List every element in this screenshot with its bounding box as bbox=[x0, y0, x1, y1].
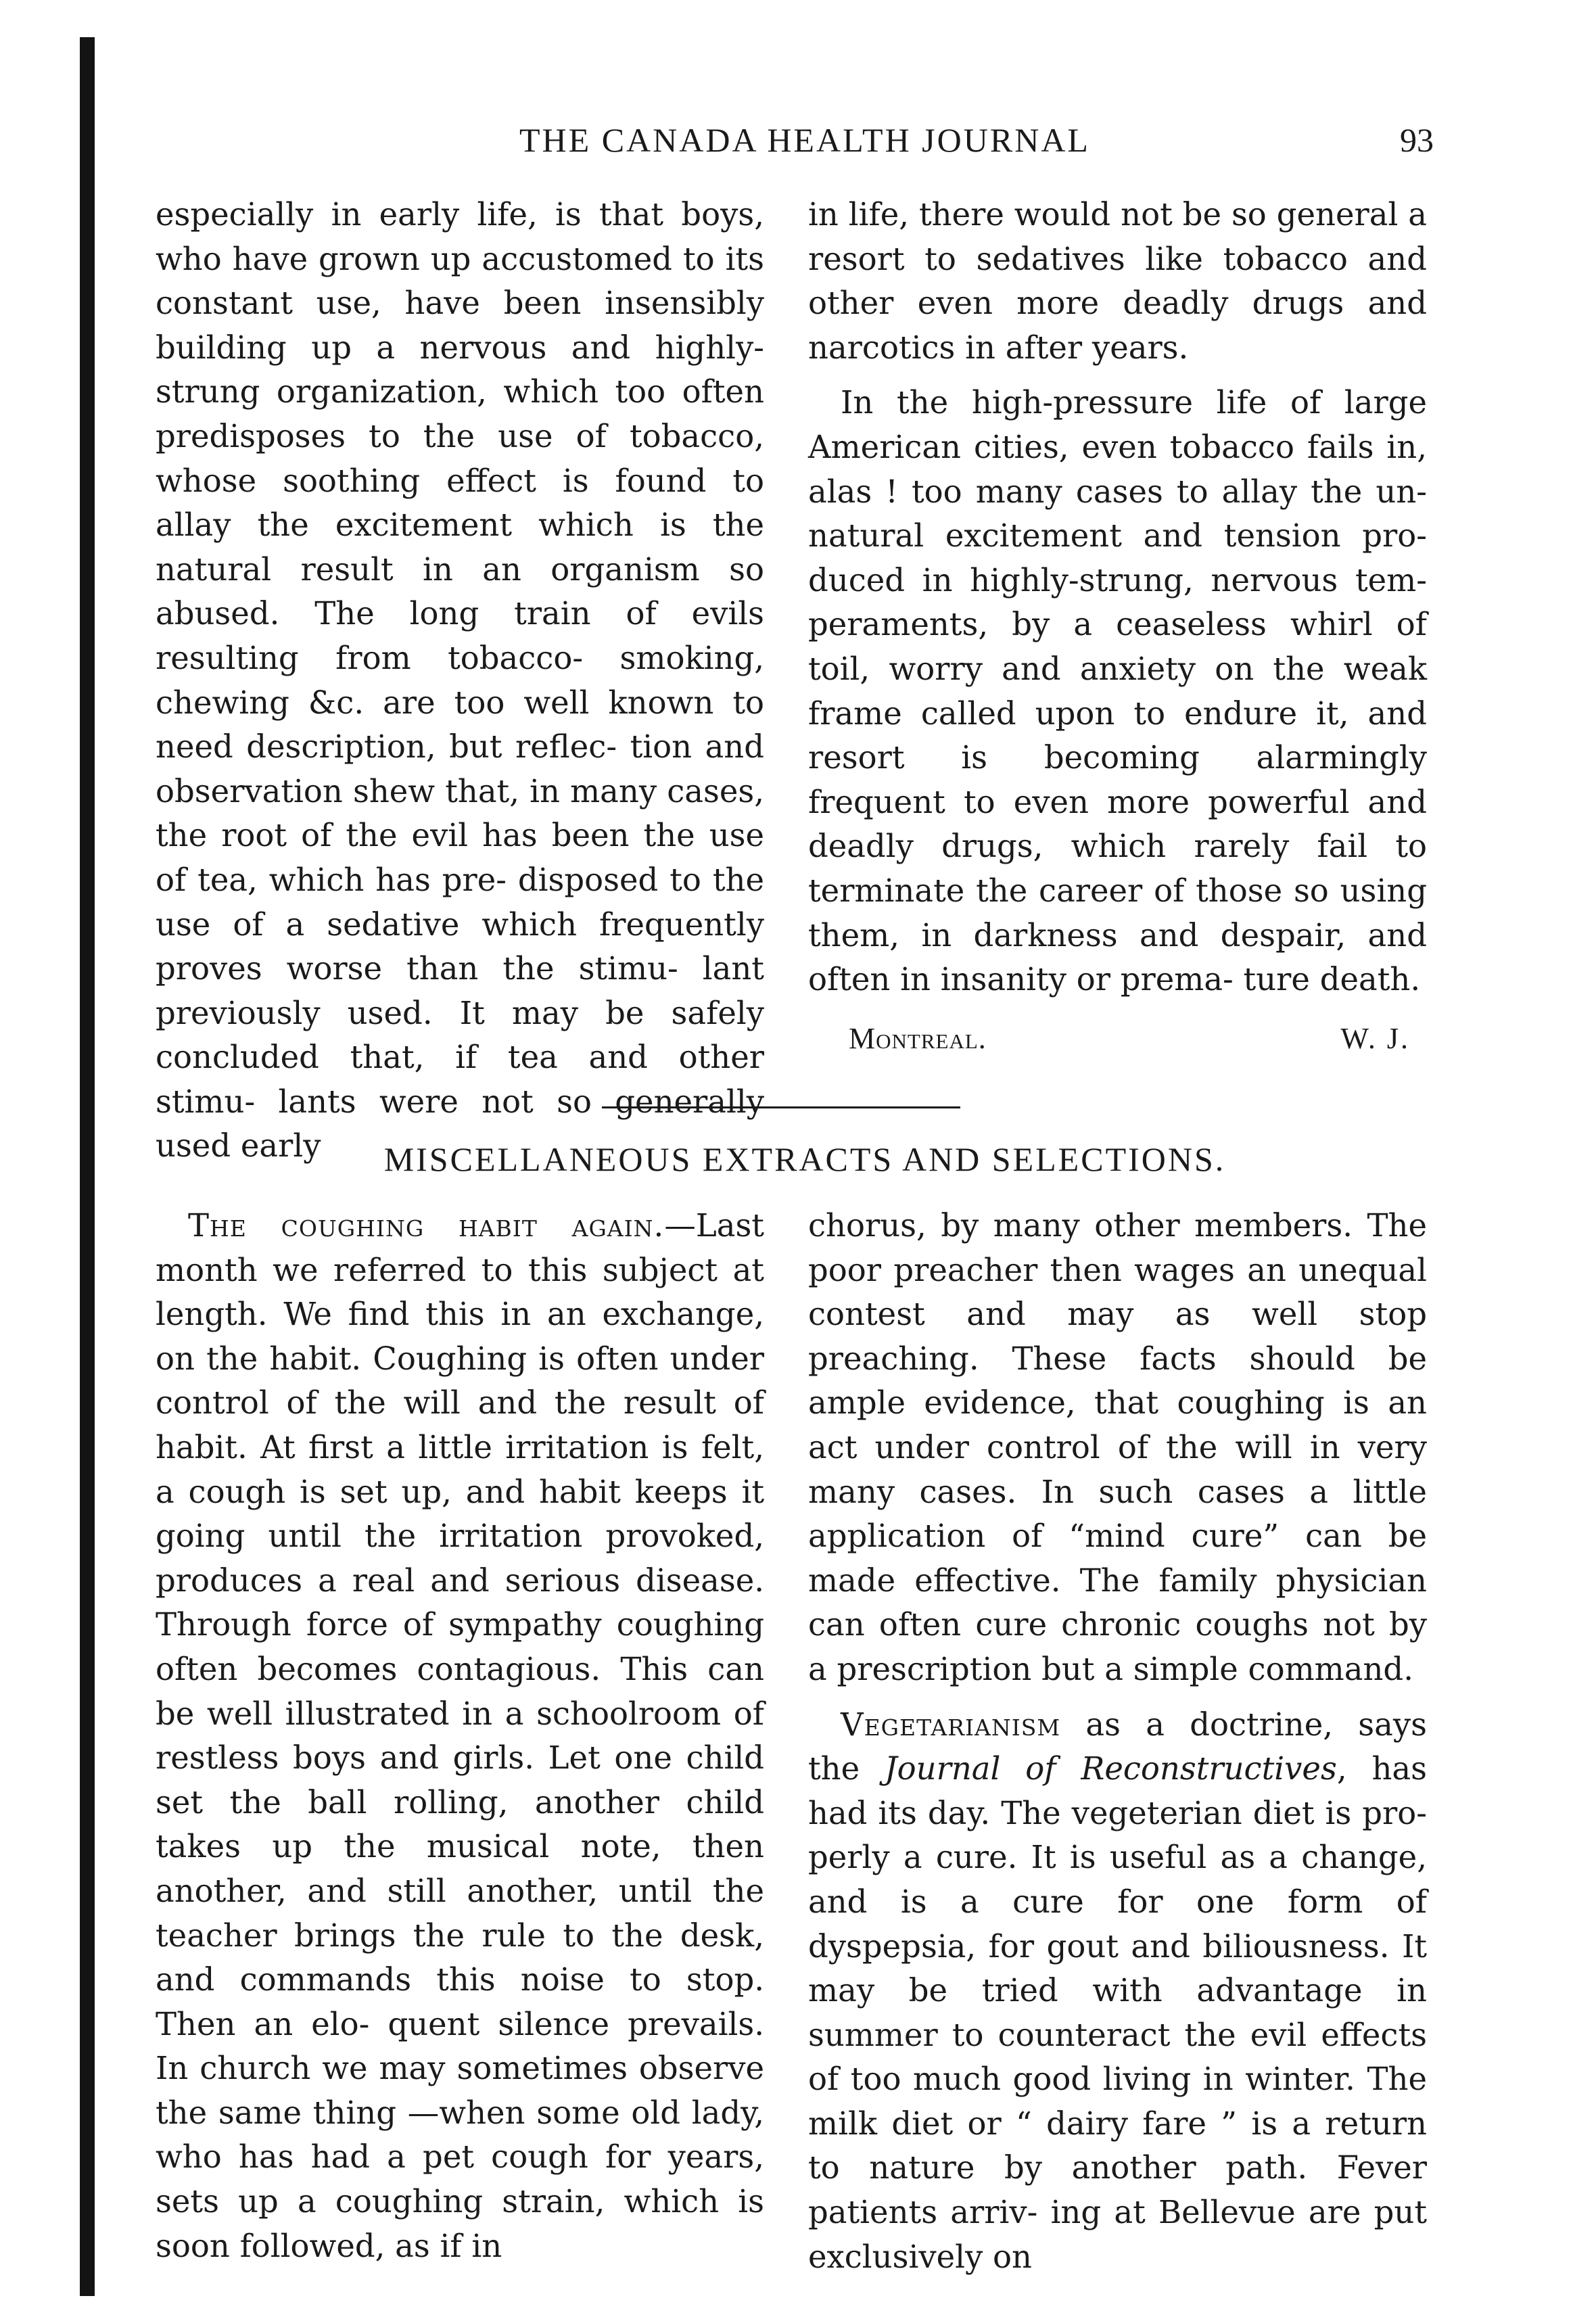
text-line: especially in early life, is that boys, bbox=[156, 196, 764, 233]
text-line: peraments, by a ceaseless whirl of toil, bbox=[808, 606, 1427, 687]
text-line: constant use, have been insensibly bbox=[156, 285, 764, 322]
text-line: resort to sedatives like tobacco and bbox=[808, 240, 1427, 277]
text-line: counteract the evil effects of too much bbox=[808, 2016, 1427, 2098]
text-line: in life, there would not be so general a bbox=[808, 196, 1427, 233]
article1-column-right bbox=[808, 193, 1427, 1002]
text-line: These facts should be ample evidence, bbox=[808, 1340, 1427, 1422]
text-line: American cities, even tobacco fails in, bbox=[808, 428, 1427, 465]
text-line: more powerful and deadly drugs, which bbox=[808, 783, 1427, 865]
text-line: it going until the irritation provoked, bbox=[156, 1473, 765, 1555]
text-line: month we referred to this subject at bbox=[156, 1251, 764, 1288]
text-line: ing at Bellevue are put exclusively on bbox=[808, 2194, 1428, 2275]
text-line: lants were not so generally used early bbox=[156, 1083, 764, 1165]
text-line: strain, which is soon followed, as if in bbox=[156, 2183, 765, 2264]
signoff-initials: W. J. bbox=[1340, 1022, 1410, 1055]
article2-paragraph-end bbox=[808, 1204, 1427, 1692]
text-line: soothing effect is found to allay the bbox=[156, 462, 764, 544]
text-line: habit. At first a little irritation is bbox=[156, 1428, 688, 1466]
text-line: of the will in very many cases. In bbox=[808, 1428, 1427, 1510]
text-line: length. We find this in an exchange, bbox=[156, 1296, 764, 1333]
text-line: lant previously used. It may be safely bbox=[156, 950, 764, 1031]
text-line: restless boys and girls. Let one child bbox=[156, 1739, 764, 1777]
text-line: chorus, by many other members. The bbox=[808, 1207, 1427, 1244]
section-title: MISCELLANEOUS EXTRACTS AND SELECTIONS. bbox=[383, 1140, 1226, 1178]
text-line: often becomes contagious. This can bbox=[156, 1650, 764, 1687]
text-line: tion and observation shew that, in bbox=[156, 728, 765, 810]
text-line: those so using them, in darkness and bbox=[808, 872, 1427, 954]
text-line: be well illustrated in a schoolroom of bbox=[156, 1695, 764, 1732]
section-divider-rule bbox=[602, 1106, 960, 1108]
text-line: on the habit. Coughing is often under bbox=[156, 1340, 764, 1377]
running-title: THE CANADA HEALTH JOURNAL bbox=[519, 121, 1090, 159]
article1-paragraph-end bbox=[808, 193, 1427, 370]
text-line: called upon to endure it, and resort is bbox=[808, 695, 1427, 776]
text-line: coughs not by a prescription but a bbox=[808, 1606, 1428, 1687]
text-line: in an organism so abused. The long bbox=[156, 551, 765, 632]
page-binding-edge bbox=[80, 37, 95, 2296]
text-line: alas ! too many cases to allay the un- bbox=[808, 473, 1427, 510]
text-line: produces a real and serious disease. bbox=[156, 1562, 764, 1599]
text-line: known to need description, but reflec- bbox=[156, 684, 765, 766]
text-fragment: , has had bbox=[808, 1750, 1427, 1831]
text-line: worry and anxiety on the weak frame bbox=[808, 650, 1427, 732]
text-line: tried with advantage in summer to bbox=[808, 1972, 1428, 2053]
text-line: In the high-pressure life of large bbox=[841, 384, 1427, 421]
article2-paragraph bbox=[156, 1204, 764, 2268]
article3-lead: Vegetarianism bbox=[841, 1706, 1061, 1743]
text-line: ture death. bbox=[1243, 961, 1421, 998]
text-line: or “ dairy fare ” is a return to nature bbox=[808, 2105, 1427, 2186]
text-line: natural excitement and tension pro- bbox=[808, 517, 1427, 555]
article1-column-left bbox=[156, 193, 764, 1169]
text-line: may sometimes observe the same thing bbox=[156, 2050, 764, 2131]
text-line: who have grown up accustomed to its bbox=[156, 240, 764, 277]
article1-paragraph-continued bbox=[156, 193, 764, 1169]
text-fragment: the bbox=[808, 1750, 885, 1787]
text-line: and is a cure for one form of dyspepsia, bbox=[808, 1883, 1427, 1965]
text-line: quent silence prevails. In church we bbox=[156, 2005, 764, 2087]
text-line: concluded that, if tea and other stimu- bbox=[156, 1039, 764, 1120]
text-line: smoking, chewing &c. are too well bbox=[156, 639, 764, 721]
article2-column-right bbox=[808, 1204, 1427, 2279]
text-line: frequently proves worse than the stimu- bbox=[156, 906, 765, 987]
text-line: becoming alarmingly frequent to even bbox=[808, 739, 1427, 820]
text-line: family physician can often cure chronic bbox=[808, 1562, 1427, 1643]
text-line: narcotics in after years. bbox=[808, 329, 1189, 366]
text-line: cure” can be made effective. The bbox=[808, 1518, 1427, 1599]
text-line: good living in winter. The milk diet bbox=[808, 2061, 1428, 2142]
text-line: train of evils resulting from tobacco- bbox=[156, 595, 764, 676]
text-line: as a doctrine, says bbox=[1060, 1706, 1427, 1743]
text-line: predisposes to the use of tobacco, whose bbox=[156, 417, 764, 499]
text-line: poor preacher then wages an unequal bbox=[808, 1251, 1427, 1288]
text-line: contest and may as well stop preaching. bbox=[808, 1296, 1427, 1377]
text-line: disposed to the use of a sedative which bbox=[156, 861, 764, 943]
text-line: such cases a little application of “mind bbox=[808, 1473, 1427, 1555]
text-line: by another path. Fever patients arriv- bbox=[808, 2149, 1428, 2231]
text-line: its day. The vegeterian diet is pro- bbox=[878, 1794, 1427, 1831]
page-number: 93 bbox=[1400, 121, 1434, 159]
text-line: this noise to stop. Then an elo- bbox=[156, 1961, 765, 2042]
text-line: —Last bbox=[664, 1207, 764, 1244]
text-line: still another, until the teacher brings bbox=[156, 1872, 764, 1954]
text-line: been the use of tea, which has pre- bbox=[156, 817, 765, 898]
article1-paragraph-final bbox=[808, 381, 1427, 1002]
text-line: that coughing is an act under control bbox=[808, 1384, 1427, 1466]
text-line: up the musical note, then another, and bbox=[156, 1828, 764, 1909]
journal-title: Journal of Reconstructives bbox=[885, 1750, 1337, 1787]
text-line: Through force of sympathy coughing bbox=[156, 1606, 764, 1643]
article1-signoff bbox=[849, 1021, 1410, 1062]
text-line: strung organization, which too often bbox=[156, 373, 764, 411]
text-line: building up a nervous and highly- bbox=[156, 329, 764, 366]
text-line: the rule to the desk, and commands bbox=[156, 1917, 764, 1998]
text-line: despair, and often in insanity or prema- bbox=[808, 916, 1427, 998]
text-line: many cases, the root of the evil has bbox=[156, 772, 764, 854]
text-line: rarely fail to terminate the career of bbox=[808, 828, 1427, 909]
text-line: control of the will and the result of bbox=[156, 1384, 764, 1422]
article2-lead: The coughing habit again. bbox=[188, 1207, 665, 1244]
text-line: excitement which is the natural result bbox=[156, 507, 764, 588]
article2-column-left bbox=[156, 1204, 764, 2268]
text-line: for gout and biliousness. It may be bbox=[808, 1927, 1428, 2009]
text-line: felt, a cough is set up, and habit keeps bbox=[156, 1428, 765, 1510]
text-line: set the ball rolling, another child takes bbox=[156, 1783, 764, 1865]
text-line: pet cough for years, sets up a coughing bbox=[156, 2138, 764, 2220]
article3-paragraph bbox=[808, 1703, 1427, 2280]
text-line: perly a cure. It is useful as a change, bbox=[808, 1839, 1427, 1876]
page-header bbox=[135, 120, 1474, 174]
text-line: duced in highly-strung, nervous tem- bbox=[808, 561, 1427, 599]
text-line: other even more deadly drugs and bbox=[808, 285, 1427, 322]
text-line: —when some old lady, who has had a bbox=[156, 2094, 765, 2176]
signoff-place: Montreal. bbox=[849, 1022, 987, 1055]
text-line: simple command. bbox=[1133, 1650, 1413, 1687]
